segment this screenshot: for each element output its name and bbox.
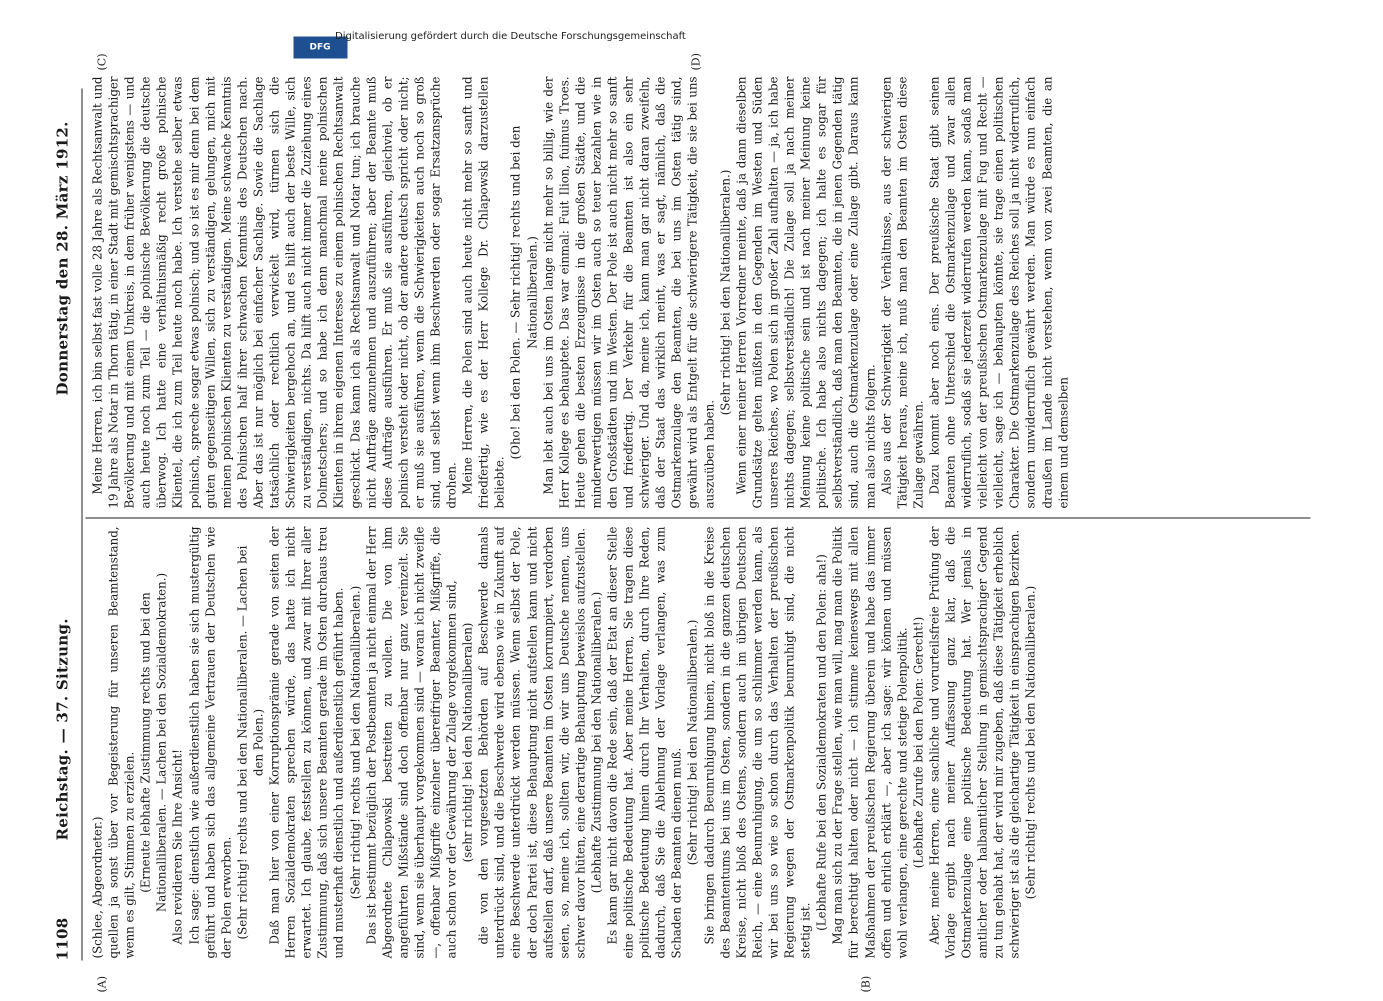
page-header <box>54 91 78 961</box>
paragraph: die von den vorgesetzten Behörden auf Beschwerde damals unterdrückt sind, und die Beschwerde wird ebenso wie in Zukunft auf eine Beschwerde unterdrückt werden müssen. Wenn selbst der Pole, der doch Partei ist, diese Behauptung nicht aufstellen kann und nicht aufstellen darf, daß unsere Beamten im Osten korrumpiert, verdorben seien, so, meine ich, sollten wir, die wir uns Deutsche nennen, uns schwer davor hüten, eine derartige Behauptung beweislos aufzustellen. <box>476 526 588 959</box>
interjection: (Erneute lebhafte Zustimmung rechts und bei den Nationalliberalen. — Lachen bei den Sozialdemokraten.) <box>138 572 169 913</box>
paragraph: (Schlee, Abgeordneter.) <box>90 816 105 959</box>
interjection: (sehr richtig! bei den Nationalliberalen) <box>460 622 475 863</box>
left-text-column <box>90 527 1311 959</box>
column-divider <box>86 518 1311 519</box>
paragraph: Also aus der Schwierigkeit der Verhältnisse, aus der schwierigen Tätigkeit heraus, meine ich, muß man den Beamten im Osten diese Zulage gewähren. <box>879 76 926 509</box>
margin-mark-a: (A) <box>95 975 109 993</box>
paragraph: Meine Herren, ich bin selbst fast volle 28 Jahre als Rechtsanwalt und 19 Jahre als Notar in Thorn tätig, in einer Stadt mit gemischtsprachiger Bevölkerung und mit einem Umkreis, in dem früher wenigstens — und auch heute noch zum Teil — die polnische Bevölkerung die deutsche überwog. Ich hatte eine verhältnismäßig recht große polnische Klientel, die ich zum Teil heute noch habe. Ich verstehe selber etwas polnisch, spreche sogar etwas polnisch; und so ist es mir denn bei dem guten gegenseitigen Willen, sich zu verständigen, gelungen, mich mit meinen polnischen Klienten zu verständigen. Meine schwache Kenntnis des Polnischen half ihrer schwachen Kenntnis des Deutschen nach. Aber das ist nur möglich bei einfacher Sachlage. Sowie die Sachlage tatsächlich oder rechtlich verwickelt wird, türmen sich die Schwierigkeiten bergehoch an, und es hilft auch der beste Wille, sich zu verständigen, nichts. Da hilft auch nicht immer die Zuziehung eines Dolmetschers; und so habe ich denn manchmal meine polnischen Klienten in ihrem eigenen Interesse zu einem polnischen Rechtsanwalt geschickt. Das kann ich als Rechtsanwalt und Notar tun; ich brauche nicht Aufträge anzunehmen und auszuführen; aber der Beamte muß diese Aufträge ausführen. Er muß sie ausführen, gleichviel, ob er polnisch versteht oder nicht, ob der andere deutsch spricht oder nicht; er muß sie ausführen, wenn die Schwierigkeiten auch noch so groß sind, und selbst wenn ihm Beschwerden oder sogar Ersatzansprüche drohen. <box>90 76 459 509</box>
margin-mark-d: (D) <box>689 53 703 71</box>
margin-mark-c: (C) <box>95 53 109 71</box>
interjection: (Lebhafte Zustimmung bei den Nationalliberalen.) <box>589 591 604 894</box>
dfg-logo: DFG <box>294 37 348 59</box>
interjection: (Sehr richtig! bei den Nationalliberalen.) <box>718 169 733 416</box>
paragraph: Daß man hier von einer Korruptionsprämie gerade von seiten der Herren Sozialdemokraten sprechen würde, das hatte ich nicht erwartet. Ich glaube, feststellen zu können, und zwar mit Ihrer aller Zustimmung, daß sich unsere Beamten gerade im Osten durchaus treu und musterhaft dienstlich und außerdienstlich geführt haben. <box>267 526 346 959</box>
margin-mark-b: (B) <box>859 975 873 993</box>
interjection: (Sehr richtig! rechts und bei den Nationalliberalen.) <box>348 585 362 900</box>
paragraph: Meine Herren, die Polen sind auch heute nicht mehr so sanft und friedfertig, wie es der Herr Kollege Dr. Chlapowski darzustellen beliebte. <box>460 76 507 509</box>
right-text-column <box>90 77 1311 509</box>
paragraph: Wenn einer meiner Herren Vorredner meinte, daß ja dann dieselben Grundsätze gelten müßten in den Gegenden im Westen und Süden unseres Reiches, wo Polen sich in großer Zahl aufhalten — ja, ich habe nichts dagegen; selbstverständlich! Die Zulage soll ja nach meiner Meinung keine politische sein und ist nach meiner Meinung keine politische. Ich habe also nichts dagegen; ich halte es sogar für selbstverständlich, daß man den Beamten, die in jenen Gegenden tätig sind, auch die Ostmarkenzulage oder eine Zulage gibt. Daraus kann man also nichts folgern. <box>734 76 877 509</box>
interjection: (Sehr richtig! rechts und bei den Nationalliberalen.) <box>1023 585 1038 900</box>
paragraph: Es kann gar nicht davon die Rede sein, daß der Etat an dieser Stelle eine politische Bedeutung hat. Aber meine Herren, Sie tragen diese politische Bedeutung hinein durch Ihr Verhalten, durch Ihre Reden, dadurch, daß Sie die Ablehnung der Vorlage verlangen, was zum Schaden der Beamten dienen muß. <box>605 526 684 959</box>
paragraph: Aber, meine Herren, eine sachliche und vorurteilsfreie Prüfung der Vorlage ergibt nach meiner Auffassung ganz klar, daß die Ostmarkenzulage eine politische Bedeutung hat. Wer jemals in amtlicher oder halbamtlicher Stellung in gemischtsprachiger Gegend zu tun gehabt hat, der wird mir zugeben, daß diese Tätigkeit erheblich schwieriger ist als die gleichartige Tätigkeit in einsprachigen Bezirken. <box>927 526 1022 959</box>
interjection: (Sehr richtig! rechts und bei den Nationalliberalen. — Lachen bei den Polen.) <box>235 545 266 940</box>
paragraph: Sie bringen dadurch Beunruhigung hinein, nicht bloß in die Kreise des Beamtentums bei uns im Osten, sondern in die ganzen deutschen Kreise, nicht bloß des Ostens, sondern auch im übrigen Deutschen Reich, — eine Beunruhigung, die um so schlimmer werden kann, als wir bei uns so wie so schon durch das Verhalten der preußischen Regierung wegen der Ostmarkenpolitik beunruhigt sind, die nicht stetig ist. <box>702 526 813 959</box>
interjection: (Lebhafte Rufe bei den Sozialdemokraten und den Polen: aha!) <box>814 554 829 931</box>
paragraph: quellen ja sonst über vor Begeisterung für unseren Beamtenstand, wenn es gilt, Stimmen zu erzielen. <box>106 526 137 959</box>
interjection: (Sehr richtig! bei den Nationalliberalen.) <box>685 619 700 866</box>
interjection: (Lebhafte Zurufe bei den Polen: Gerecht!) <box>911 616 926 869</box>
paragraph: Also revidieren Sie Ihre Ansicht! <box>170 749 185 945</box>
page-number: 1108 <box>53 917 72 961</box>
session-title: Reichstag. — 37. Sitzung. <box>53 618 72 841</box>
header-rule <box>82 89 83 961</box>
session-date: Donnerstag den 28. März 1912. <box>53 121 72 396</box>
paragraph: Das ist bestimmt bezüglich der Postbeamten ja nicht einmal der Herr Abgeordnete Chlapowski bestreiten zu wollen. Die von ihm angeführten Mißstände sind doch offenbar nur ganz vereinzelt. Sie sind, wenn sie überhaupt vorgekommen sind — woran ich nicht zweifle —, offenbar Mißgriffe einzelner übereifriger Beamter, Mißgriffe, die auch schon vor der Gewährung der Zulage vorgekommen sind, <box>364 526 459 959</box>
sidebar <box>309 7 1030 67</box>
paragraph: Dazu kommt aber noch eins. Der preußische Staat gibt seinen Beamten ohne Unterschied die Ostmarkenzulage und zwar allen widerruflich, sodaß sie jederzeit widerrufen werden kann, sodaß man vielleicht von der preußischen Ostmarkenzulage mit Fug und Recht — vielleicht, sage ich — behaupten könnte, sie trage einen politischen Charakter. Die Ostmarkenzulage des Reiches soll ja nicht widerruflich, sondern unwiderruflich gewährt werden. Man würde es nun einfach draußen im Lande nicht verstehen, wenn von zwei Beamten, die an einem und demselben <box>927 76 1071 509</box>
document-page <box>0 1 1383 1001</box>
digitization-credit: Digitalisierung gefördert durch die Deutsche Forschungsgemeinschaft <box>335 31 686 42</box>
interjection: (Oho! bei den Polen. — Sehr richtig! rechts und bei den Nationalliberalen.) <box>508 125 540 460</box>
paragraph: Ich sage: dienstlich wie außerdienstlich haben sie sich mustergültig geführt und haben sich das allgemeine Vertrauen der Deutschen wie der Polen erworben. <box>187 526 234 959</box>
paragraph: Mag man sich zu der Frage stellen, wie man will, mag man die Politik für berechtigt halten oder nicht — ich stimme keineswegs mit allen Maßnahmen der preußischen Regierung überein und habe das immer offen und ehrlich erklärt —, aber ich sage: wir können und müssen wohl verlangen, eine gerechte und stetige Polenpolitik. <box>830 526 910 959</box>
paragraph: Man lebt auch bei uns im Osten lange nicht mehr so billig, wie der Herr Kollege es behauptete. Das war einmal: Fuit Ilion, fuimus Troes. Heute gehen die besten Erzeugnisse in die großen Städte, und die minderwertigen müssen wir im Osten auch so teuer bezahlen wie in den Großstädten und im Westen. Der Pole ist auch nicht mehr so sanft und friedfertig. Der Verkehr für die Beamten ist also ein sehr schwieriger. Und da, meine ich, kann man gar nicht daran zweifeln, daß der Staat das wirklich meint, was er sagt, nämlich, daß die Ostmarkenzulage den Beamten, die bei uns im Osten tätig sind, gewährt wird als Entgelt für die schwierigere Tätigkeit, die sie bei uns auszuüben haben. <box>541 76 717 509</box>
